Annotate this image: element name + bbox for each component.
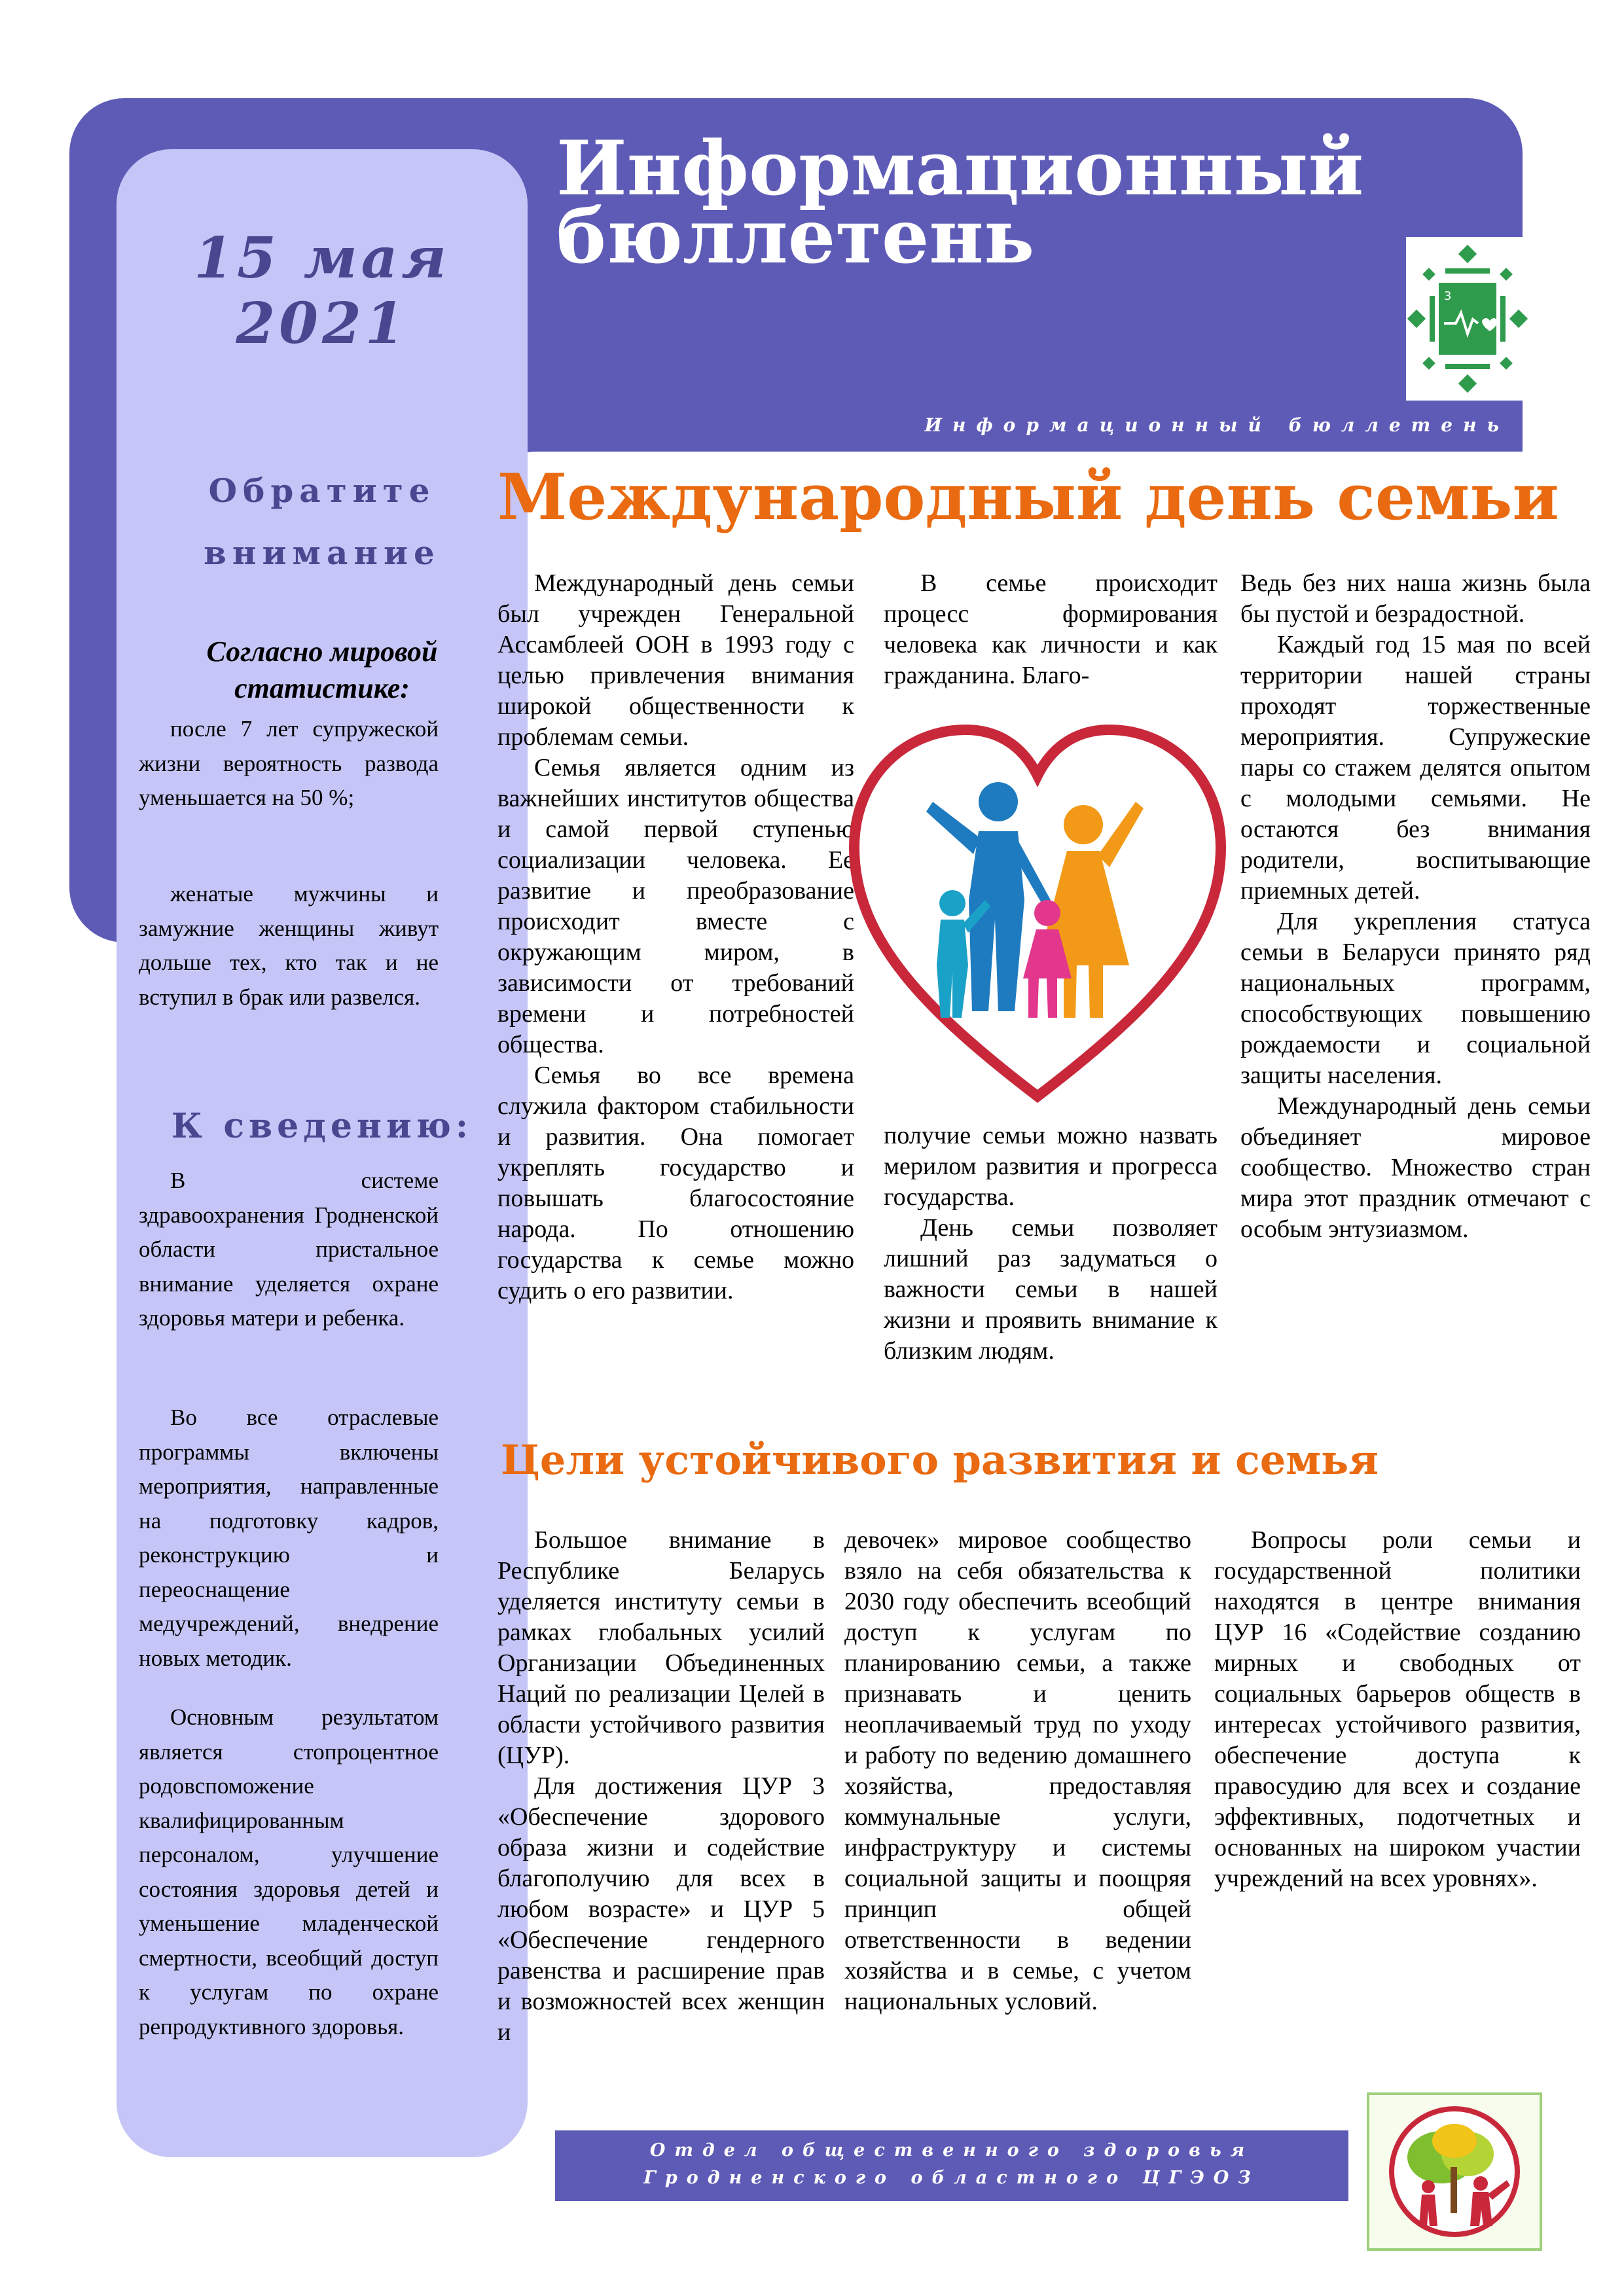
stats-paragraph-1: после 7 лет супружеской жизни вероятность развода уменьшается на 50 %; — [139, 716, 439, 810]
article1-column-2-top — [884, 568, 1218, 691]
article1-col2-paragraph-2: получие семьи можно назвать мерилом развития и прогресса государства. — [884, 1122, 1218, 1211]
info-paragraph-1: В системе здравоохранения Гродненской области пристальное внимание уделяется охране здоровья матери и ребенка. — [139, 1168, 439, 1331]
article1-col3-paragraph-1: Ведь без них наша жизнь была бы пустой и безрадостной. — [1240, 569, 1591, 628]
stats-heading-line1: Согласно мировой — [206, 636, 438, 668]
article2-column-3 — [1214, 1525, 1581, 1894]
stats-heading-line2: статистике: — [234, 672, 410, 704]
stats-paragraph-2: женатые мужчины и замужние женщины живут дольше тех, кто так и не вступил в брак или развелся. — [139, 881, 439, 1010]
mother-figure-icon — [1064, 805, 1103, 844]
health-ornament-icon — [1406, 237, 1529, 401]
family-heart-illustration — [828, 704, 1247, 1109]
article1-column-1 — [497, 568, 854, 1306]
article1-col3-paragraph-4: Международный день семьи объединяет мировое сообщество. Множество стран мира этот праздник отмечают с особым энтузиазмом. — [1240, 1092, 1591, 1243]
attention-heading-line1: Обратите — [208, 471, 436, 510]
attention-heading-line2: внимание — [204, 533, 441, 572]
article1-col2-paragraph-3: День семьи позволяет лишний раз задуматься о важности семьи в нашей жизни и проявить внимание к близким людям. — [884, 1214, 1218, 1365]
article2-col3-paragraph-1: Вопросы роли семьи и государственной политики находятся в центре внимания ЦУР 16 «Содействие созданию мирных и свободных от социальных барьеров обществ в интересах устойчивого развития, обеспечение доступа к правосудию для всех и создание эффективных, подотчетных и основанных на широком участии учреждений на всех уровнях». — [1214, 1526, 1581, 1892]
title-line-2: бюллетень — [556, 192, 1035, 280]
article1-column-3 — [1240, 568, 1591, 1245]
daughter-figure-icon — [1034, 900, 1060, 926]
article1-col3-paragraph-2: Каждый год 15 мая по всей территории нашей страны проходят торжественные мероприятия. Супружеские пары со стажем делятся опытом с молодыми семьями. Не остаются без внимания родители, воспитывающие приемных детей. — [1240, 631, 1591, 905]
bulletin-title — [556, 124, 1427, 280]
article1-col2-paragraph-1: В семье происходит процесс формирования человека как личности и как гражданина. Благо- — [884, 569, 1218, 689]
father-figure-icon — [979, 782, 1018, 821]
issue-date-year: 2021 — [236, 291, 408, 357]
article1-col1-paragraph-2: Семья является одним из важнейших институтов общества и самой первой ступенью социализации человека. Ее развитие и преобразование происходит вместе с окружающим миром, в зависимости от требований времени и потребностей общества. — [497, 754, 854, 1058]
article2-column-2 — [844, 1525, 1191, 2017]
health-logo — [1406, 237, 1529, 401]
info-paragraph-3: Основным результатом является стопроцентное родовспоможение квалифицированным персоналом, улучшение состояния здоровья детей и уменьшение младенческой смертности, всеобщий доступ к услугам по охране репродуктивного здоровья. — [139, 1704, 439, 2039]
footer-line-1: Отдел общественного здоровья — [649, 2140, 1254, 2161]
stats-heading — [117, 634, 528, 707]
article2-col2-paragraph-1: девочек» мировое сообщество взяло на себя обязательства к 2030 году обеспечить всеобщий доступ к услугам по планированию семьи, а также признавать и ценить неоплачиваемый труд по уходу и работу по ведению домашнего хозяйства, предоставляя коммунальные услуги, инфраструктуру и системы социальной защиты и поощряя принцип общей ответственности в ведении хозяйства и в семье, с учетом национальных условий. — [844, 1526, 1191, 2015]
footer-line-2: Гродненского областного ЦГЭОЗ — [643, 2168, 1260, 2188]
header-tagline: Информационный бюллетень — [924, 414, 1509, 436]
article-sdg-heading: Цели устойчивого развития и семья — [501, 1436, 1379, 1484]
title-line-1: Информационный — [556, 124, 1364, 212]
article2-col1-paragraph-2: Для достижения ЦУР 3 «Обеспечение здорового образа жизни и содействие благополучию для всех в любом возрасте» и ЦУР 5 «Обеспечение гендерного равенства и расширение прав и возможностей всех женщин и — [497, 1772, 825, 2046]
article1-col1-paragraph-3: Семья во все времена служила фактором стабильности и развития. Она помогает укреплять государство и повышать благосостояние народа. По отношению государства к семье можно судить о его развитии. — [497, 1062, 854, 1304]
article1-column-2-bottom — [884, 1121, 1218, 1367]
article2-col1-paragraph-1: Большое внимание в Республике Беларусь уделяется институту семьи в рамках глобальных усилий Организации Объединенных Наций по реализации Целей в области устойчивого развития (ЦУР). — [497, 1526, 825, 1769]
healthy-family-logo-icon — [1369, 2095, 1540, 2248]
son-figure-icon — [939, 890, 965, 916]
article2-column-1 — [497, 1525, 825, 2048]
article1-col1-paragraph-1: Международный день семьи был учрежден Генеральной Ассамблеей ООН в 1993 году с целью привлечения внимания широкой общественности к проблемам семьи. — [497, 569, 854, 751]
goal-number-icon: 3 — [1444, 289, 1452, 303]
article1-col3-paragraph-3: Для укрепления статуса семьи в Беларуси принято ряд национальных программ, способствующих повышению рождаемости и социальной защиты населения. — [1240, 908, 1591, 1089]
article-family-day-heading: Международный день семьи — [497, 460, 1559, 534]
info-paragraph-2: Во все отраслевые программы включены мероприятия, направленные на подготовку кадров, реконструкцию и переоснащение медучреждений, внедрение новых методик. — [139, 1405, 439, 1671]
info-heading: К сведению: — [171, 1106, 473, 1146]
center-logo — [1367, 2092, 1542, 2251]
issue-date-day: 15 мая — [194, 225, 450, 291]
